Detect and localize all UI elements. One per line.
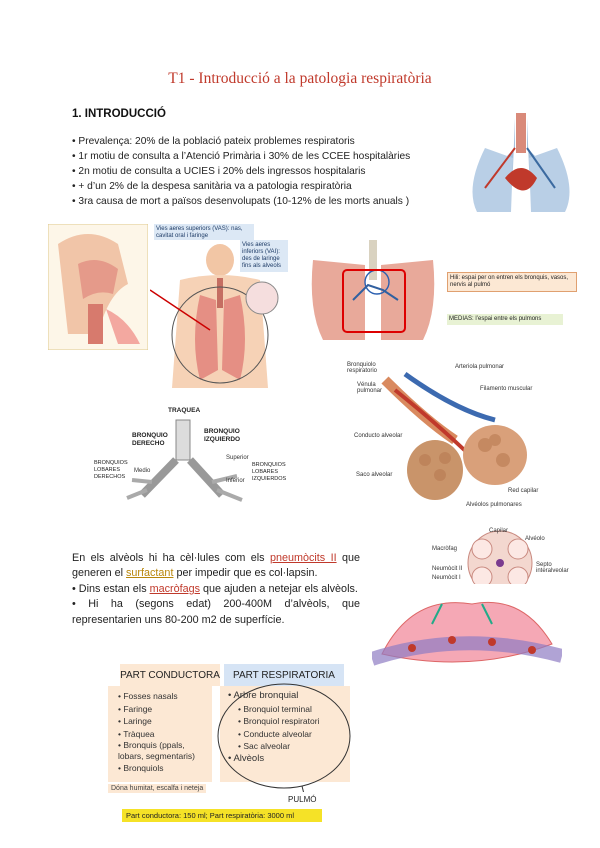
list-item: • Bronquiol terminal (238, 703, 312, 714)
volumes-banner: Part conductora: 150 ml; Part respiratòria: 3000 ml (122, 809, 322, 822)
alveoli-label: Alvéolos pulmonares (466, 502, 522, 508)
pulmo-circle (212, 680, 362, 792)
bullet-mortality: • 3ra causa de mort a països desenvolupats (10-12% de les morts anuals ) (72, 196, 410, 207)
alveolus-label: Alvéolo (525, 536, 545, 542)
footer-note: Dóna humitat, escalfa i neteja (108, 784, 206, 793)
pneumocyte-i-label: Neumòcit I (432, 575, 461, 581)
superior-label: Superior (226, 455, 249, 461)
vas-label: Vies aeres superiors (VAS): nas, cavitat oral i faringe (154, 224, 254, 242)
list-item: • Conducte alveolar (238, 728, 312, 739)
lobar-right-label: BRONQUIOS LOBARES DERECHOS (94, 460, 128, 480)
respiratory-header: PART RESPIRATORIA (224, 664, 344, 686)
inferior-label: Inferior (226, 478, 245, 484)
alveoli-paragraph: En els alvèols hi ha cèl·lules com els pneumòcits II que generen el surfactant per impedir que es col·lapsin. • Dins estan els macròfags que ajuden a netejar els alvèols. • Hi ha (segons edat) 200-400M d’alvèols, que representarien uns 80-200 m2 de superfície. (72, 552, 360, 626)
mediastinum-label: MEDIAS: l’espai entre els pulmons (447, 314, 563, 325)
bullet-primary-care: • 1r motiu de consulta a l’Atenció Primària i 30% de les CCEE hospitalàries (72, 151, 411, 162)
alveolar-sac-label: Saco alveolar (356, 472, 393, 478)
list-item: • Sac alveolar (238, 741, 291, 751)
lobar-left-label: BRONQUIOS LOBARES IZQUIERDOS (252, 462, 287, 482)
section-heading: 1. INTRODUCCIÓ (72, 108, 166, 120)
vai-label: Vies aeres inferiors (VAI): des de laringe fins als alveols (240, 240, 288, 272)
page-title: T1 - Introducció a la patologia respiratòria (168, 70, 432, 87)
pneumocyte-ii-label: Neumòcit II (432, 566, 463, 572)
capillary-label: Capilar (489, 528, 509, 534)
septum-label: Septo interalveolar (536, 562, 569, 574)
capillary-net-label: Red capilar (508, 488, 539, 494)
bullet-spending: • + d’un 2% de la despesa sanitària va a patologia respiratòria (72, 181, 352, 192)
list-item: • Laringe (118, 716, 152, 726)
trachea-label: TRAQUEA (168, 407, 201, 414)
alveolar-duct-label: Conducto alveolar (354, 433, 403, 439)
pulmo-label: PULMÓ (288, 795, 317, 804)
list-item: • Bronquis (ppals, lobars, segmentaris) (118, 740, 196, 761)
gas-exchange-figure (372, 584, 562, 674)
bullet-emergency: • 2n motiu de consulta a UCIES i 20% dels ingressos hospitalaris (72, 166, 366, 177)
hilum-lungs-figure (303, 240, 443, 344)
list-item: • Alvèols (228, 752, 265, 764)
list-item: • Bronquiol respiratori (238, 716, 320, 726)
list-item: • Arbre bronquial (228, 690, 299, 701)
macrophages-link[interactable]: macròfags (149, 582, 200, 595)
bronchus-left-label: BRONQUIO IZQUIERDO (204, 428, 241, 443)
list-item: • Fosses nasals (118, 691, 178, 701)
medio-label: Medio (134, 468, 151, 474)
upper-airway-figure (48, 224, 148, 350)
list-item: • Tràquea (118, 728, 155, 739)
bronchus-right-label: BRONQUIO DERECHO (132, 432, 168, 447)
muscle-fiber-label: Filamento muscular (480, 386, 533, 392)
venule-label: Vénula pulmonar (357, 382, 383, 394)
bronchial-tree-figure (92, 410, 282, 508)
bullet-prevalence: • Prevalença: 20% de la població pateix problemes respiratoris (72, 136, 355, 147)
surfactant-link[interactable]: surfactant (126, 567, 174, 580)
macrophage-label: Macròfag (432, 546, 458, 552)
hilum-label: Hili: espai per on entren els bronquis, vasos, nervis al pulmó (447, 272, 577, 292)
list-item: • Bronquiols (118, 763, 164, 773)
conducting-box (108, 686, 212, 782)
conducting-header: PART CONDUCTORA (120, 664, 220, 686)
bronchiole-label: Bronquiolo respiratorio (347, 362, 378, 374)
lungs-illustration (455, 108, 587, 216)
arteriole-label: Arteriola pulmonar (455, 364, 505, 370)
pneumocytes-link[interactable]: pneumòcits II (269, 552, 337, 564)
list-item: • Faringe (118, 703, 153, 714)
